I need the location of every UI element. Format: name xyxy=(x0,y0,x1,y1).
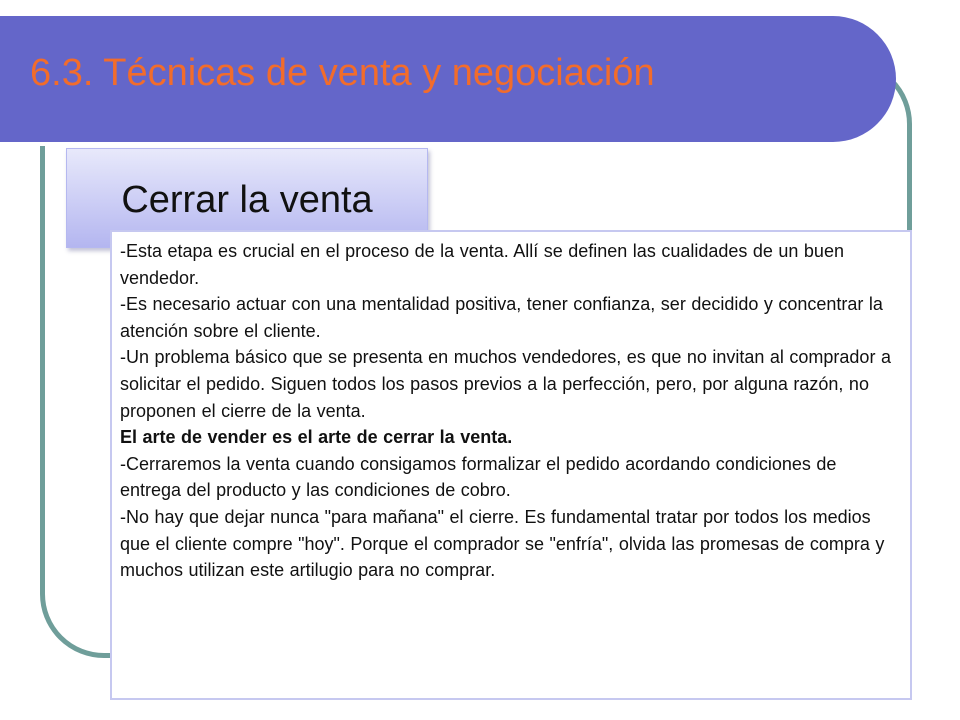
paragraph: -Esta etapa es crucial en el proceso de la venta. Allí se definen las cualidades de un buen vendedor. xyxy=(120,241,844,288)
paragraph: -Cerraremos la venta cuando consigamos formalizar el pedido acordando condiciones de entrega del producto y las condiciones de cobro. xyxy=(120,453,837,501)
paragraph: -No hay que dejar nunca "para mañana" el cierre. Es fundamental tratar por todos los medios que el cliente compre "hoy". Porque el comprador se "enfría", olvida las promesas de compra y muchos utilizan este artilugio para no comprar. xyxy=(120,506,885,581)
paragraph: -Un problema básico que se presenta en muchos vendedores, es que no invitan al comprador a solicitar el pedido. Siguen todos los pasos previos a la perfección, pero, por alguna razón, no proponen el cierre de la venta. xyxy=(120,347,891,421)
title-underline xyxy=(20,142,848,146)
subtitle-text: Cerrar la venta xyxy=(121,179,373,221)
content-box xyxy=(110,230,912,700)
paragraph-emphasis: El arte de vender es el arte de cerrar la venta. xyxy=(120,427,513,448)
paragraph: -Es necesario actuar con una mentalidad positiva, tener confianza, ser decidido y concentrar la atención sobre el cliente. xyxy=(120,294,883,341)
slide-title: 6.3. Técnicas de venta y negociación xyxy=(30,52,655,94)
